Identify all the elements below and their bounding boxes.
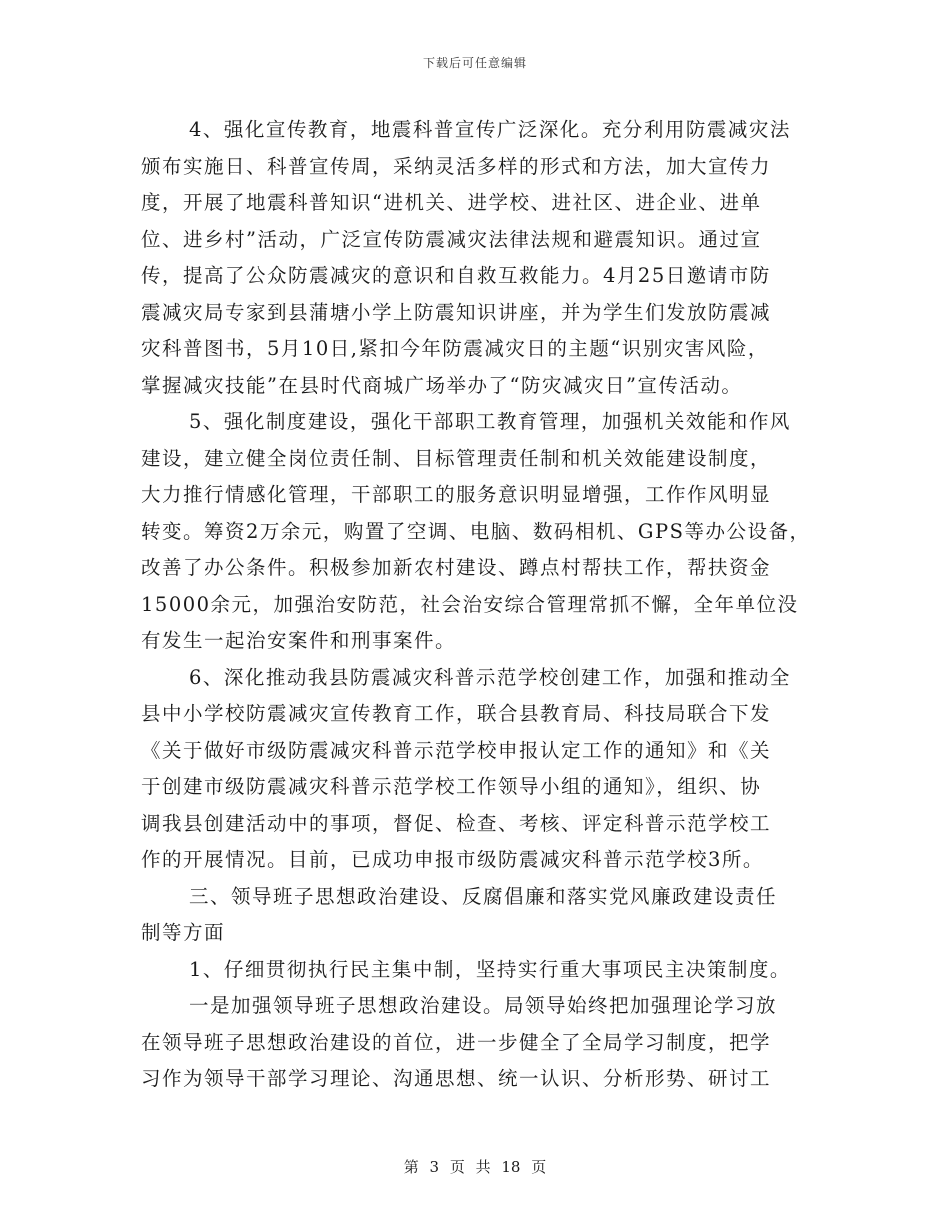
- text-line: 颁布实施日、科普宣传周，采纳灵活多样的形式和方法，加大宣传力: [141, 154, 772, 178]
- text-line: 位、进乡村”活动，广泛宣传防震减灾法律法规和避震知识。通过宣: [141, 227, 762, 251]
- text-line: 15000余元，加强治安防范，社会治安综合管理常抓不懈，全年单位没: [141, 592, 799, 616]
- document-body: [141, 112, 817, 1098]
- text-line: 制等方面: [141, 921, 226, 944]
- text-line: 灾科普图书，5月10日,紧扣今年防震减灾日的主题“识别灾害风险，: [141, 337, 769, 360]
- text-line: 有发生一起治安案件和刑事案件。: [141, 629, 457, 652]
- text-line: 5、强化制度建设，强化干部职工教育管理，加强机关效能和作风: [189, 410, 791, 433]
- text-line: 在领导班子思想政治建设的首位，进一步健全了全局学习制度，把学: [141, 1030, 772, 1054]
- text-line: 大力推行情感化管理，干部职工的服务意识明显增强，工作作风明显: [141, 483, 772, 506]
- text-line: 《关于做好市级防震减灾科普示范学校申报认定工作的通知》和《关: [141, 738, 772, 762]
- text-line: 4、强化宣传教育，地震科普宣传广泛深化。充分利用防震减灾法: [189, 118, 791, 141]
- text-line: 改善了办公条件。积极参加新农村建设、蹲点村帮扶工作，帮扶资金: [141, 556, 772, 579]
- text-line: 6、深化推动我县防震减灾科普示范学校创建工作，加强和推动全: [189, 665, 791, 689]
- text-line: 建设，建立健全岗位责任制、目标管理责任制和机关效能建设制度，: [141, 446, 772, 470]
- text-line: 于创建市级防震减灾科普示范学校工作领导小组的通知》，组织、协: [141, 775, 762, 798]
- text-line: 一是加强领导班子思想政治建设。局领导始终把加强理论学习放: [189, 994, 778, 1017]
- page-header-note: 下载后可任意编辑: [422, 56, 527, 70]
- text-line: 转变。筹资2万余元，购置了空调、电脑、数码相机、GPS等办公设备，: [141, 519, 811, 543]
- text-line: 作的开展情况。目前，已成功申报市级防震减灾科普示范学校3所。: [141, 848, 764, 871]
- text-line: 1、仔细贯彻执行民主集中制，坚持实行重大事项民主决策制度。: [189, 957, 791, 981]
- text-line: 调我县创建活动中的事项，督促、检查、考核、评定科普示范学校工: [141, 811, 772, 835]
- text-line: 三、领导班子思想政治建设、反腐倡廉和落实党风廉政建设责任: [189, 884, 778, 908]
- text-line: 习作为领导干部学习理论、沟通思想、统一认识、分析形势、研讨工: [141, 1067, 772, 1090]
- text-line: 掌握减灾技能”在县时代商城广场举办了“防灾减灾日”宣传活动。: [141, 373, 743, 397]
- page-number: 第 3 页 共 18 页: [403, 1158, 547, 1176]
- text-line: 传，提高了公众防震减灾的意识和自救互救能力。4月25日邀请市防: [141, 264, 771, 287]
- text-line: 震减灾局专家到县蒲塘小学上防震知识讲座，并为学生们发放防震减: [141, 300, 772, 324]
- text-line: 度，开展了地震科普知识“进机关、进学校、进社区、进企业、进单: [141, 191, 762, 214]
- text-line: 县中小学校防震减灾宣传教育工作，联合县教育局、科技局联合下发: [141, 702, 772, 725]
